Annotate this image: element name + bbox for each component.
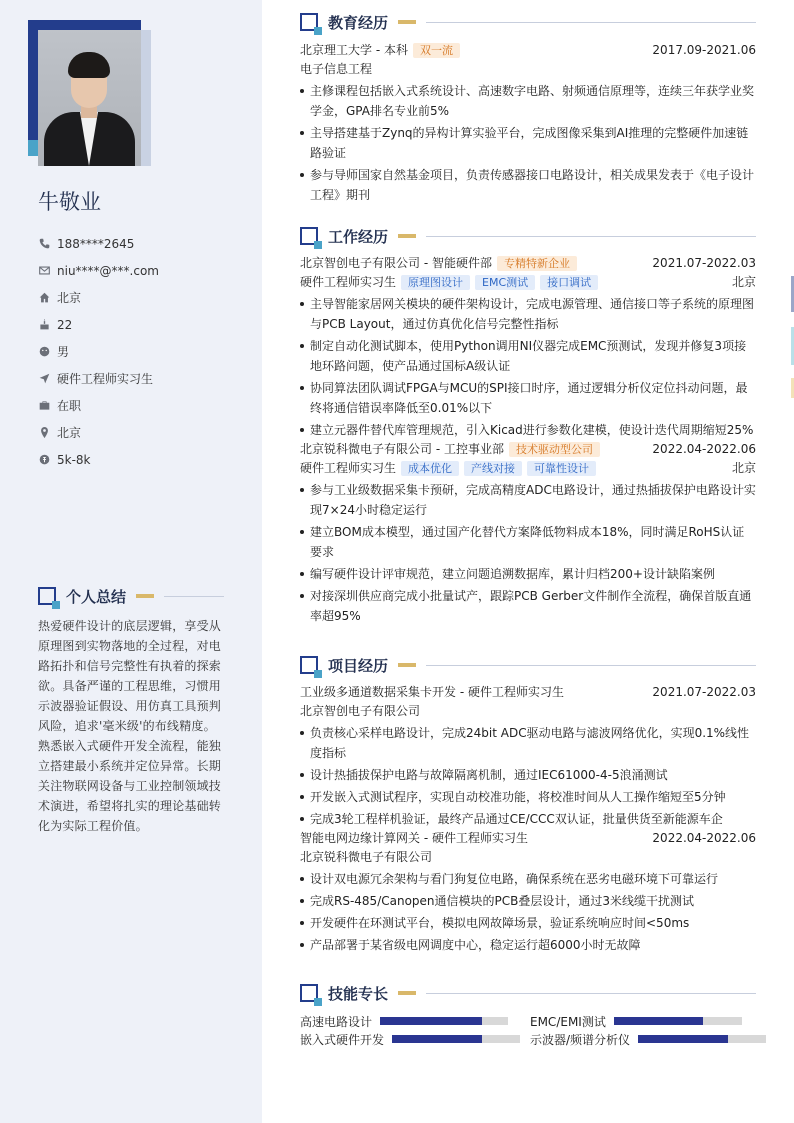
list-item: 建立BOM成本模型，通过国产化替代方案降低物料成本18%，同时满足RoHS认证要求 bbox=[300, 522, 756, 562]
list-item: 主导搭建基于Zynq的异构计算实验平台，完成图像采集到AI推理的完整硬件加速链路验证 bbox=[300, 123, 756, 163]
email-icon bbox=[38, 265, 50, 277]
skill-bar bbox=[392, 1035, 520, 1043]
school-name: 北京理工大学 - 本科 bbox=[300, 43, 408, 57]
project-header bbox=[300, 829, 756, 848]
section-heading: 技能专长 bbox=[328, 984, 389, 1003]
skill-tag: 可靠性设计 bbox=[527, 461, 596, 476]
skill-bar-fill bbox=[638, 1035, 728, 1043]
info-value: 188****2645 bbox=[57, 236, 135, 251]
project-header bbox=[300, 683, 756, 702]
job-bullets bbox=[300, 294, 756, 440]
skill-name: 高速电路设计 bbox=[300, 1014, 373, 1029]
job-role: 硬件工程师实习生 bbox=[300, 461, 397, 475]
education-date: 2017.09-2021.06 bbox=[652, 43, 756, 57]
education-section-title bbox=[300, 12, 756, 32]
list-item: 制定自动化测试脚本，使用Python调用NI仪器完成EMC预测试，发现并修复3项接地环路问题，使产品通过国标A级认证 bbox=[300, 336, 756, 376]
list-item: 参与工业级数据采集卡预研，完成高精度ADC电路设计，通过热插拔保护电路设计实现7×24小时稳定运行 bbox=[300, 480, 756, 520]
info-age bbox=[38, 311, 159, 338]
contact-info-list bbox=[38, 230, 159, 473]
skill-tag: 原理图设计 bbox=[401, 275, 470, 290]
list-item: 完成RS-485/Canopen通信模块的PCB叠层设计，通过3米线缆干扰测试 bbox=[300, 891, 756, 911]
info-value: 22 bbox=[57, 317, 73, 332]
section-divider bbox=[164, 596, 224, 597]
skill-tag: EMC测试 bbox=[475, 275, 535, 290]
section-heading: 工作经历 bbox=[328, 227, 389, 246]
list-item: 完成3轮工程样机验证，最终产品通过CE/CCC双认证，批量供货至新能源车企 bbox=[300, 809, 756, 829]
briefcase-icon bbox=[38, 400, 50, 412]
list-item: 主导智能家居网关模块的硬件架构设计，完成电源管理、通信接口等子系统的原理图与PCB Layout，通过仿真优化信号完整性指标 bbox=[300, 294, 756, 334]
project-company: 北京锐科微电子有限公司 bbox=[300, 850, 433, 864]
education-header bbox=[300, 41, 756, 60]
list-item: 设计热插拔保护电路与故障隔离机制，通过IEC61000-4-5浪涌测试 bbox=[300, 765, 756, 785]
skill-bar-fill bbox=[614, 1017, 704, 1025]
skill-bar bbox=[380, 1017, 508, 1025]
candidate-name: 牛敬业 bbox=[38, 190, 101, 214]
list-item: 编写硬件设计评审规范，建立问题追溯数据库，累计归档200+设计缺陷案例 bbox=[300, 564, 756, 584]
skill-bar-fill bbox=[380, 1017, 482, 1025]
summary-section-title bbox=[38, 586, 224, 606]
info-home bbox=[38, 284, 159, 311]
section-square-icon bbox=[38, 587, 56, 605]
company-name: 北京锐科微电子有限公司 - 工控事业部 bbox=[300, 442, 504, 456]
job-bullets bbox=[300, 480, 756, 626]
info-value: 男 bbox=[57, 345, 70, 359]
job-city: 北京 bbox=[731, 275, 756, 289]
work-section-title bbox=[300, 226, 756, 246]
job-role: 硬件工程师实习生 bbox=[300, 275, 397, 289]
phone-icon bbox=[38, 238, 50, 250]
job-header bbox=[300, 440, 756, 459]
skill-name: 嵌入式硬件开发 bbox=[300, 1032, 385, 1047]
section-square-icon bbox=[300, 984, 318, 1002]
project-bullets bbox=[300, 723, 756, 829]
salary-icon bbox=[38, 454, 50, 466]
education-section bbox=[300, 12, 756, 205]
list-item: 产品部署于某省级电网调度中心，稳定运行超6000小时无故障 bbox=[300, 935, 756, 955]
list-item: 主修课程包括嵌入式系统设计、高速数字电路、射频通信原理等，连续三年获学业奖学金，GPA排名专业前5% bbox=[300, 81, 756, 121]
job-city: 北京 bbox=[731, 461, 756, 475]
job-header bbox=[300, 254, 756, 273]
work-section bbox=[300, 226, 756, 626]
section-accent-bar bbox=[398, 20, 416, 24]
info-salary bbox=[38, 446, 159, 473]
projects-section bbox=[300, 655, 756, 955]
list-item: 建立元器件替代库管理规范，引入Kicad进行参数化建模，使设计迭代周期缩短25% bbox=[300, 420, 756, 440]
project-date: 2021.07-2022.03 bbox=[652, 685, 756, 699]
job-role-row bbox=[300, 459, 756, 478]
cake-icon bbox=[38, 319, 50, 331]
project-name: 工业级多通道数据采集卡开发 - 硬件工程师实习生 bbox=[300, 685, 564, 699]
skill-bar-fill bbox=[392, 1035, 482, 1043]
section-accent-bar bbox=[136, 594, 154, 598]
info-value: 5k-8k bbox=[57, 452, 91, 467]
info-status bbox=[38, 392, 159, 419]
info-value: niu****@***.com bbox=[57, 263, 159, 278]
skills-grid bbox=[300, 1012, 756, 1048]
company-tag: 专精特新企业 bbox=[497, 256, 577, 271]
info-position bbox=[38, 365, 159, 392]
section-accent-bar bbox=[398, 991, 416, 995]
skills-section-title bbox=[300, 983, 756, 1003]
company-name: 北京智创电子有限公司 - 智能硬件部 bbox=[300, 256, 492, 270]
list-item: 参与导师国家自然基金项目，负责传感器接口电路设计，相关成果发表于《电子设计工程》期刊 bbox=[300, 165, 756, 205]
info-value: 北京 bbox=[57, 426, 82, 440]
section-divider bbox=[426, 236, 756, 237]
project-name: 智能电网边缘计算网关 - 硬件工程师实习生 bbox=[300, 831, 528, 845]
gender-icon bbox=[38, 346, 50, 358]
info-value: 硬件工程师实习生 bbox=[57, 372, 154, 386]
info-value: 北京 bbox=[57, 291, 82, 305]
avatar bbox=[38, 30, 141, 166]
skill-item bbox=[300, 1012, 530, 1030]
job-date: 2022.04-2022.06 bbox=[652, 442, 756, 456]
skill-bar bbox=[638, 1035, 766, 1043]
job-date: 2021.07-2022.03 bbox=[652, 256, 756, 270]
list-item: 协同算法团队调试FPGA与MCU的SPI接口时序，通过逻辑分析仪定位抖动问题，最终将通信错误率降低至0.01%以下 bbox=[300, 378, 756, 418]
section-heading: 项目经历 bbox=[328, 656, 389, 675]
info-location bbox=[38, 419, 159, 446]
home-icon bbox=[38, 292, 50, 304]
list-item: 负责核心采样电路设计，完成24bit ADC驱动电路与滤波网络优化，实现0.1%线性度指标 bbox=[300, 723, 756, 763]
section-divider bbox=[426, 993, 756, 994]
section-heading: 教育经历 bbox=[328, 13, 389, 32]
project-company: 北京智创电子有限公司 bbox=[300, 704, 421, 718]
education-bullets bbox=[300, 81, 756, 205]
skill-bar bbox=[614, 1017, 742, 1025]
section-heading: 个人总结 bbox=[66, 587, 127, 606]
school-tag: 双一流 bbox=[413, 43, 460, 58]
skill-tag: 产线对接 bbox=[464, 461, 522, 476]
list-item: 设计双电源冗余架构与看门狗复位电路，确保系统在恶劣电磁环境下可靠运行 bbox=[300, 869, 756, 889]
list-item: 开发嵌入式测试程序，实现自动校准功能，将校准时间从人工操作缩短至5分钟 bbox=[300, 787, 756, 807]
list-item: 开发硬件在环测试平台，模拟电网故障场景，验证系统响应时间<50ms bbox=[300, 913, 756, 933]
sidebar bbox=[0, 0, 262, 1123]
section-accent-bar bbox=[398, 663, 416, 667]
section-divider bbox=[426, 22, 756, 23]
skill-name: EMC/EMI测试 bbox=[530, 1014, 606, 1029]
job-role-row bbox=[300, 273, 756, 292]
info-gender bbox=[38, 338, 159, 365]
section-square-icon bbox=[300, 656, 318, 674]
location-icon bbox=[38, 427, 50, 439]
skill-item bbox=[530, 1012, 770, 1030]
skill-name: 示波器/频谱分析仪 bbox=[530, 1032, 631, 1047]
skill-tag: 成本优化 bbox=[401, 461, 459, 476]
info-value: 在职 bbox=[57, 399, 82, 413]
section-accent-bar bbox=[398, 234, 416, 238]
summary-text: 热爱硬件设计的底层逻辑，享受从原理图到实物落地的全过程，对电路拓扑和信号完整性有执着的探索欲。具备严谨的工程思维，习惯用示波器验证假设、用仿真工具预判风险，追求'毫米级'的布线精度。熟悉嵌入式硬件开发全流程，能独立搭建最小系统并定位异常。长期关注物联网设备与工业控制领域技术演进，希望将扎实的理论基础转化为实际工程价值。 bbox=[38, 619, 222, 833]
section-square-icon bbox=[300, 227, 318, 245]
major: 电子信息工程 bbox=[300, 62, 373, 76]
info-email bbox=[38, 257, 159, 284]
company-tag: 技术驱动型公司 bbox=[509, 442, 600, 457]
skill-item bbox=[300, 1030, 530, 1048]
list-item: 对接深圳供应商完成小批量试产，跟踪PCB Gerber文件制作全流程，确保首版直通率超95% bbox=[300, 586, 756, 626]
skill-tag: 接口调试 bbox=[540, 275, 598, 290]
skills-section bbox=[300, 983, 756, 1048]
send-icon bbox=[38, 373, 50, 385]
project-bullets bbox=[300, 869, 756, 955]
section-square-icon bbox=[300, 13, 318, 31]
skill-item bbox=[530, 1030, 770, 1048]
section-divider bbox=[426, 665, 756, 666]
project-date: 2022.04-2022.06 bbox=[652, 831, 756, 845]
info-phone bbox=[38, 230, 159, 257]
projects-section-title bbox=[300, 655, 756, 675]
